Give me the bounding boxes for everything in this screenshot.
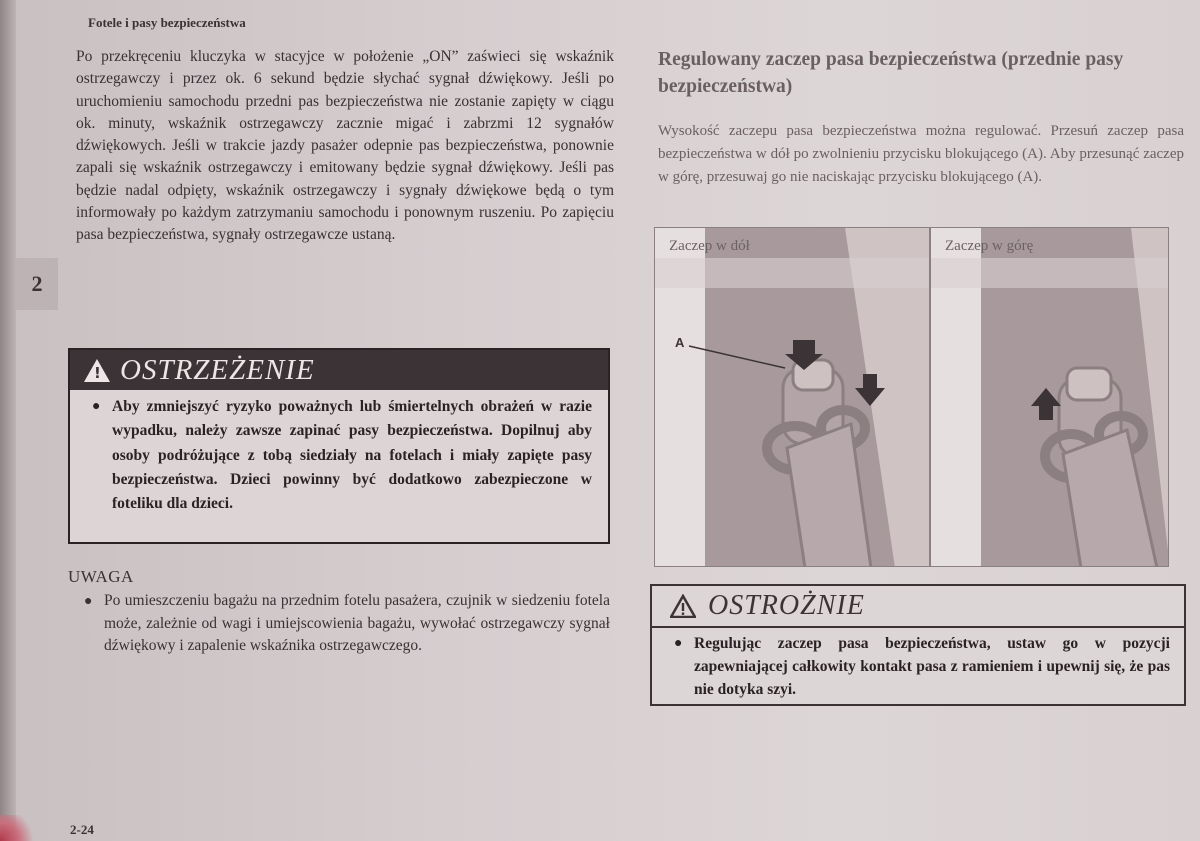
warning-text: Aby zmniejszyć ryzyko poważnych lub śmiertelnych obrażeń w razie wypadku, należy zawsze zapinać pasy bezpieczeństwa. Dopilnuj aby osoby podróżujące z tobą siedziały na fotelach i miały zapięte pasy bezpieczeństwa. Dzieci powinny być dodatkowo zabezpieczone w foteliku dla dzieci.: [112, 398, 592, 513]
section-paragraph: Wysokość zaczepu pasa bezpieczeństwa można regulować. Przesuń zaczep pasa bezpieczeństwa w dół po zwolnieniu przycisku blokującego (A). Aby przesunąć zaczep w górę, przesuwaj go nie naciskając przycisku blokującego (A).: [658, 123, 1184, 185]
warning-header: [70, 350, 608, 390]
warning-triangle-icon: [84, 359, 110, 382]
caution-title: OSTROŻNIE: [708, 590, 865, 621]
anchor-down-illustration: [655, 228, 930, 567]
bullet-icon: ●: [674, 636, 683, 651]
intro-paragraph: Po przekręceniu kluczyka w stacyjce w położenie „ON” zaświeci się wskaźnik ostrzegawczy i przez ok. 6 sekund będzie słychać sygnał dźwiękowy. Jeśli po uruchomieniu samochodu przedni pas bezpieczeństwa nie zostanie zapięty w ciągu ok. minuty, wskaźnik ostrzegawczy zacznie migać i zabrzmi 12 sygnałów dźwiękowych. Jeśli w trakcie jazdy pasażer odepnie pas bezpieczeństwa, ponownie zapali się wskaźnik ostrzegawczy i emitowany będzie sygnał dźwiękowy. Jeśli pas będzie nadal odpięty, wskaźnik ostrzegawczy i sygnały dźwiękowe będą o tym informowały po każdym zatrzymaniu samochodu i ponownym ruszeniu. Po zapięciu pasa bezpieczeństwa, sygnały ostrzegawcze ustaną.: [76, 48, 614, 244]
figure-anchor-up: [930, 227, 1169, 567]
bullet-icon: ●: [92, 399, 101, 414]
caution-content: [652, 628, 1184, 701]
caution-box: [650, 584, 1186, 706]
page-edge: [0, 0, 16, 841]
caution-header: [652, 586, 1184, 628]
page-number: 2-24: [70, 822, 94, 837]
callout-a-label: A: [675, 335, 685, 350]
note-content: [84, 590, 610, 658]
warning-title: OSTRZEŻENIE: [120, 353, 315, 386]
note-title: UWAGA: [68, 567, 134, 586]
figure-label-up: Zaczep w górę: [945, 238, 1034, 254]
warning-content: [70, 390, 608, 516]
section-title: Regulowany zaczep pasa bezpieczeństwa (przednie pasy bezpieczeństwa): [658, 49, 1124, 97]
chapter-tab: [16, 258, 58, 310]
page-corner-mark: [0, 815, 40, 841]
caution-triangle-icon: [670, 594, 696, 618]
caution-text: Regulując zaczep pasa bezpieczeństwa, ustaw go w pozycji zapewniającej całkowity kontakt pasa z ramieniem i upewnij się, że pas nie dotyka szyi.: [694, 635, 1170, 698]
figure-label-down: Zaczep w dół: [669, 238, 750, 254]
note-text: Po umieszczeniu bagażu na przednim fotelu pasażera, czujnik w siedzeniu fotela może, zależnie od wagi i umiejscowienia bagażu, wywołać ostrzegawczy sygnał dźwiękowy i zapalenie wskaźnika ostrzegawczego.: [104, 592, 610, 654]
bullet-icon: ●: [84, 594, 93, 609]
figure-anchor-down: [654, 227, 930, 567]
running-head: Fotele i pasy bezpieczeństwa: [88, 15, 246, 30]
anchor-up-illustration: [931, 228, 1169, 567]
chapter-number: 2: [31, 271, 43, 296]
warning-box: [68, 348, 610, 544]
